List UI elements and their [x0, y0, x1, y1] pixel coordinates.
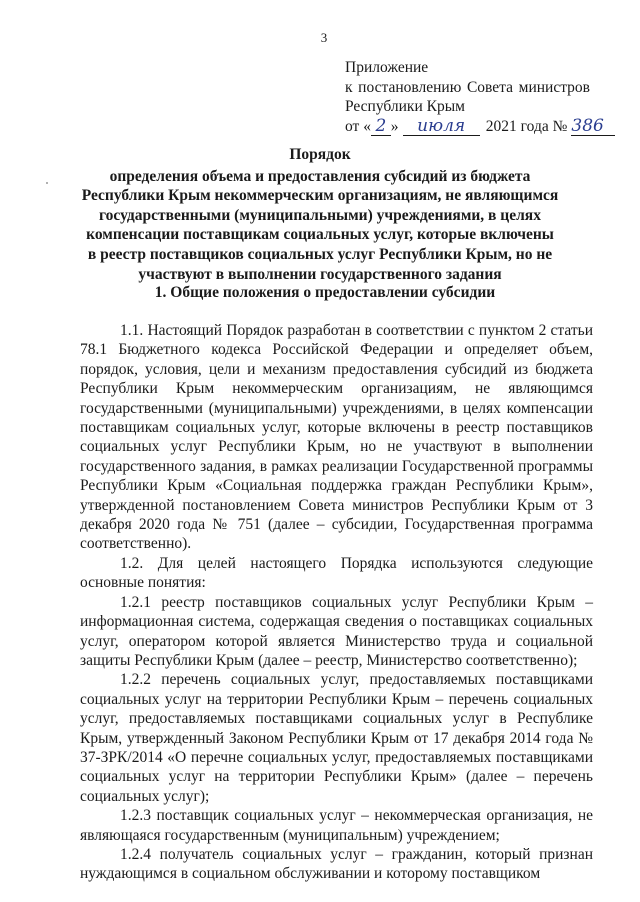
appendix-block — [345, 58, 615, 136]
title-line: в реестр поставщиков социальных услуг Республики Крым, но не — [87, 245, 553, 263]
document-title — [80, 145, 560, 284]
body-text — [80, 321, 593, 884]
page-number: 3 — [320, 30, 328, 45]
date-mid: » — [390, 117, 399, 135]
section-heading: 1. Общие положения о предоставлении субсидии — [154, 284, 496, 301]
margin-speck — [46, 182, 48, 184]
paragraph-1-2-3: 1.2.3 поставщик социальных услуг – некоммерческая организация, не являющаяся государственным (муниципальным) учреждением; — [80, 807, 593, 844]
title-line: Республики Крым некоммерческим организациям, не являющимся — [81, 187, 559, 205]
paragraph-1-2-4: 1.2.4 получатель социальных услуг – гражданин, который признан нуждающимся в социальном обслуживании и которому поставщиком — [80, 845, 593, 883]
handwritten-month: июля — [403, 118, 480, 136]
handwritten-day: 2 — [371, 118, 391, 136]
appendix-decree: к постановлению Совета министров — [345, 78, 590, 96]
paragraph-1-2: 1.2. Для целей настоящего Порядка используются следующие основные понятия: — [80, 554, 593, 592]
title-word: Порядок — [289, 146, 351, 163]
paragraph-1-2-1: 1.2.1 реестр поставщиков социальных услуг Республики Крым – информационная система, содержащая сведения о поставщиках социальных услуг, оператором которой является Министерство труда и социальной защиты Республики Крым (далее – реестр, Министерство соответственно); — [80, 593, 593, 669]
appendix-republic: Республики Крым — [345, 98, 465, 115]
paragraph-1-2-2: 1.2.2 перечень социальных услуг, предоставляемых поставщиками социальных услуг на территории Республики Крым – перечень социальных услуг, предоставляемых поставщиками социальных услуг в Республике Крым, утвержденный Законом Республики Крым от 17 декабря 2014 года № 37-ЗРК/2014 «О перечне социальных услуг, предоставляемых поставщиками социальных услуг на территории Республики Крым» (далее – перечень социальных услуг); — [80, 671, 593, 805]
title-line: участвуют в выполнении государственного задания — [138, 265, 502, 283]
title-line: определения объема и предоставления субсидий из бюджета — [109, 167, 531, 185]
date-year: 2021 года № — [485, 117, 568, 135]
appendix-label: Приложение — [345, 59, 429, 76]
title-line: государственными (муниципальными) учреждениями, в целях — [99, 206, 541, 224]
handwritten-number: 386 — [571, 118, 615, 136]
date-prefix: от « — [345, 117, 371, 135]
paragraph-1-1: 1.1. Настоящий Порядок разработан в соответствии с пунктом 2 статьи 78.1 Бюджетного кодекса Российской Федерации и определяет объем, порядок, условия, цели и механизм предоставления субсидий из бюджета Республики Крым некоммерческим организациям, не являющимся государственными (муниципальными) учреждениями, в целях компенсации поставщикам социальных услуг, которые включены в реестр поставщиков социальных услуг Республики Крым, но не участвуют в выполнении государственного задания, в рамках реализации Государственной программы Республики Крым «Социальная поддержка граждан Республики Крым», утвержденной постановлением Совета министров Республики Крым от 3 декабря 2020 года № 751 (далее – субсидии, Государственная программа соответственно). — [80, 322, 593, 553]
title-line: компенсации поставщикам социальных услуг, которые включены — [86, 226, 554, 244]
appendix-date-line — [345, 117, 615, 137]
